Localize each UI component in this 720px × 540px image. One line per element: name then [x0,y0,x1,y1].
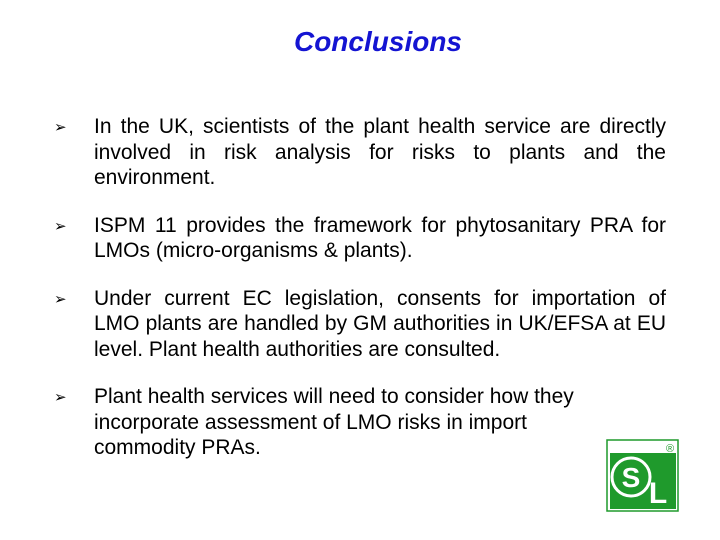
bullet-text: ISPM 11 provides the framework for phytosanitary PRA for LMOs (micro-organisms & plants). [94,213,666,262]
svg-text:S: S [621,462,641,493]
bullet-text: In the UK, scientists of the plant health service are directly involved in risk analysis for risks to plants and the environment. [94,115,666,189]
svg-text:®: ® [665,443,675,455]
arrowhead-bullet-icon: ➢ [54,118,67,136]
list-item [54,286,666,363]
arrowhead-bullet-icon: ➢ [54,216,67,235]
list-item [54,114,666,191]
slide-title: Conclusions [293,26,462,57]
bullet-text: Under current EC legislation, consents for importation of LMO plants are handled by GM authorities in UK/EFSA at EU level. Plant health authorities are consulted. [94,286,666,361]
list-item [54,384,614,461]
bullet-text: Plant health services will need to consider how they incorporate assessment of LMO risks in import commodity PRAs. [94,385,574,459]
list-item [54,213,666,264]
csl-logo [606,439,679,512]
svg-text:L: L [648,477,668,510]
arrowhead-bullet-icon: ➢ [54,289,67,308]
arrowhead-bullet-icon: ➢ [54,388,67,406]
bullet-list [54,114,666,461]
